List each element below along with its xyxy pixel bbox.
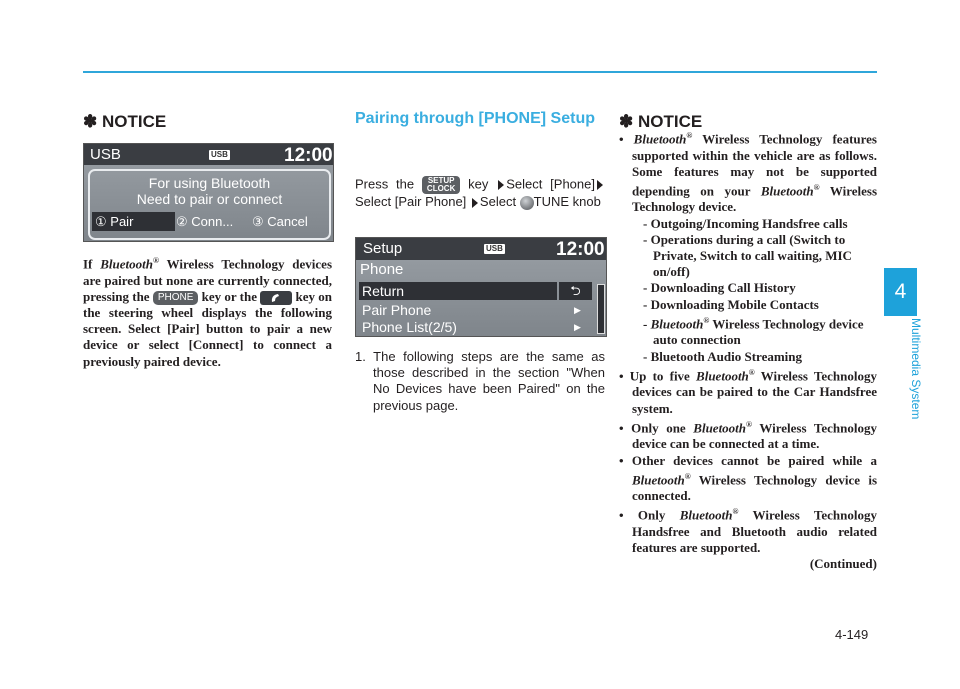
reg-mark: ®	[748, 367, 755, 377]
list-item: - Downloading Mobile Contacts	[643, 296, 819, 312]
chapter-number: 4	[894, 280, 907, 303]
bt-name: Bluetooth	[633, 131, 687, 147]
pairing-instructions	[355, 176, 605, 210]
instr-select-phone: Select [Phone]	[506, 176, 595, 192]
b1-text-end: Wireless Technology device.	[632, 183, 877, 215]
list-item	[619, 417, 877, 453]
reg-mark: ®	[813, 182, 820, 192]
screen-title: USB	[90, 146, 121, 163]
bullet: •	[619, 420, 624, 436]
message-line-1: For using Bluetooth	[148, 175, 271, 191]
left-paragraph	[83, 253, 332, 370]
list-item: - Operations during a call (Switch to Private, Switch to call waiting, MIC on/off)	[643, 231, 852, 280]
para-text-1: If	[83, 256, 101, 272]
bt-name: Bluetooth	[693, 420, 747, 436]
bullet: •	[619, 368, 624, 384]
sub5-text: Wireless Technology device auto connection	[653, 316, 864, 348]
b2-text-end: Wireless Technology devices can be paired to the Car Handsfree system.	[632, 368, 877, 416]
connect-number: ②	[176, 214, 188, 229]
connect-option	[176, 212, 233, 231]
bt-name: Bluetooth	[632, 472, 685, 488]
para-text-2: Wireless Technology devices are paired but none are currently connected, pressing the	[83, 256, 333, 304]
b3-text-end: Wireless Technology device can be connected at a time.	[632, 420, 877, 452]
setup-subtitle: Phone	[360, 261, 404, 278]
cancel-number: ③	[252, 214, 264, 229]
page-number: 4-149	[835, 627, 869, 642]
cancel-label: Cancel	[267, 214, 308, 229]
instr-select-pair-phone: Select [Pair Phone]	[355, 194, 467, 209]
call-key-icon	[260, 291, 292, 305]
step-1: 1. The following steps are the same as those described in the section "When No Devices have been Paired" on the previous page.	[355, 349, 605, 413]
chapter-tab	[884, 268, 917, 316]
return-icon: ⮌	[559, 282, 592, 300]
menu-item-phone-list: Phone List(2/5)	[362, 319, 457, 335]
bt-name: Bluetooth	[650, 316, 704, 332]
message-box	[88, 169, 331, 240]
screen-clock: 12:00	[284, 145, 333, 166]
phone-key-icon: PHONE	[153, 291, 199, 305]
arrow-right-icon	[597, 180, 603, 190]
list-item: - Outgoing/Incoming Handsfree calls	[643, 215, 848, 231]
bullet: •	[619, 452, 624, 468]
key-clock: CLOCK	[426, 184, 456, 193]
reg-mark: ®	[703, 315, 710, 325]
header-rule	[83, 71, 877, 73]
usb-badge: USB	[211, 150, 228, 159]
usb-screen-image	[83, 143, 334, 242]
pair-label: Pair	[110, 214, 134, 229]
bt-name: Bluetooth	[696, 368, 749, 384]
list-item: - Bluetooth Audio Streaming	[643, 348, 803, 364]
list-item	[619, 313, 877, 349]
setup-screen-title: Setup	[363, 240, 403, 257]
bt-name: Bluetooth	[679, 507, 733, 523]
bullet: •	[619, 507, 624, 523]
para-text-3: key or the	[198, 288, 261, 304]
list-item	[619, 453, 877, 505]
b5-text: Only	[637, 507, 680, 523]
menu-item-pair-phone: Pair Phone	[362, 302, 432, 318]
dash: -	[643, 316, 651, 332]
cancel-option	[252, 212, 308, 231]
arrow-right-icon	[472, 198, 478, 208]
b3-text: Only one	[631, 420, 694, 436]
list-item	[619, 504, 877, 556]
instr-key: key	[460, 176, 497, 192]
setup-usb-badge: USB	[486, 244, 503, 253]
key-setup: SETUP	[427, 176, 455, 185]
message-line-2: Need to pair or connect	[136, 191, 283, 207]
bullet: •	[619, 131, 624, 147]
setup-clock-key-icon	[422, 176, 460, 194]
reg-mark: ®	[732, 507, 739, 517]
pairing-heading: Pairing through [PHONE] Setup	[355, 110, 595, 127]
continued-note: (Continued)	[809, 556, 877, 572]
list-item	[619, 365, 877, 417]
list-item: - Downloading Call History	[643, 280, 796, 296]
reg-mark: ®	[746, 419, 753, 429]
tune-knob-icon	[520, 196, 534, 210]
para-bluetooth: Bluetooth	[100, 256, 153, 272]
instr-select: Select	[479, 194, 520, 209]
chevron-right-icon: ▶	[574, 322, 581, 332]
pair-option	[92, 212, 175, 231]
menu-item-return: Return	[362, 283, 405, 299]
b4-text-end: Wireless Technology device is connected.	[632, 472, 877, 504]
notice-heading-left: ✽ NOTICE	[83, 112, 167, 131]
setup-clock: 12:00	[556, 239, 605, 260]
reg-mark: ®	[686, 131, 693, 140]
instr-tune-knob: TUNE knob	[533, 194, 601, 209]
bt-name: Bluetooth	[760, 183, 814, 199]
pair-number: ①	[95, 214, 107, 229]
notice-heading-right: ✽ NOTICE	[619, 112, 703, 131]
chevron-right-icon: ▶	[574, 305, 581, 315]
arrow-right-icon	[498, 180, 504, 190]
bluetooth-feature-list	[619, 128, 877, 573]
chapter-section-label: Multimedia System	[909, 318, 923, 420]
b2-text: Up to five	[629, 368, 697, 384]
b1-text: Wireless Technology features supported within the vehicle are as follows. Some features may not be supported depending on your	[632, 131, 877, 199]
b5-text-end: Wireless Technology Handsfree and Bluetooth audio related features are supported.	[632, 507, 877, 556]
para-text-4: key on the steering wheel displays the following screen. Select [Pair] button to pair a new device or select [Connect] to connect a previously paired device.	[83, 288, 332, 369]
para-reg: ®	[152, 256, 159, 265]
reg-mark: ®	[684, 471, 691, 481]
setup-screen-image	[355, 237, 607, 337]
screen-scrollbar	[597, 284, 605, 334]
instr-press: Press the	[355, 176, 422, 192]
connect-label: Conn...	[191, 214, 234, 229]
list-item	[619, 128, 877, 216]
b4-text: Other devices cannot be paired while a	[631, 452, 877, 468]
